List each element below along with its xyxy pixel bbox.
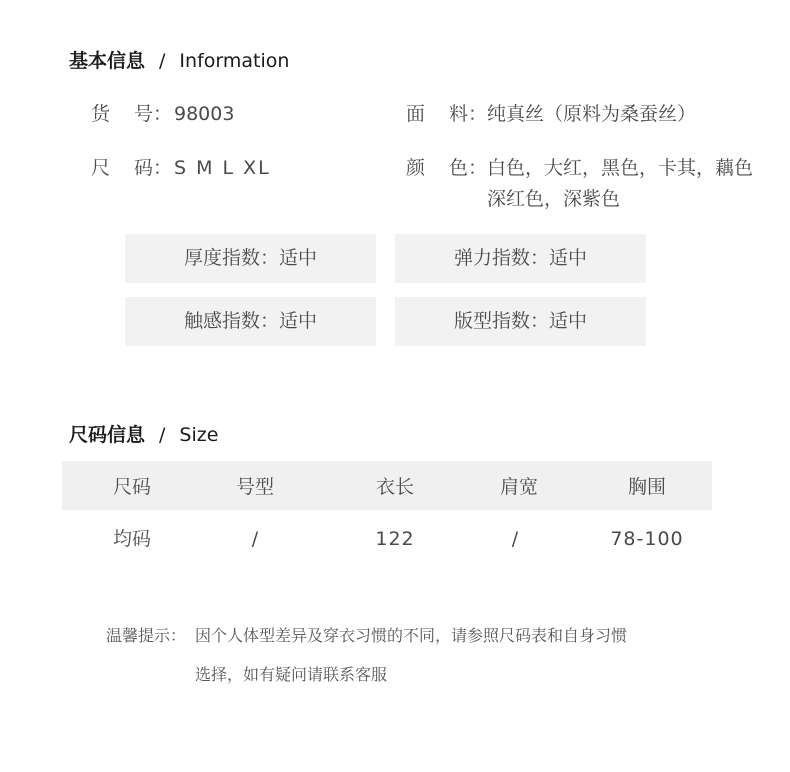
fabric-row: [406, 99, 696, 130]
fabric-value: 纯真丝（原料为桑蚕丝）: [487, 103, 697, 125]
size-label-char1: 尺: [91, 157, 111, 179]
header-length: 衣长: [375, 476, 414, 498]
item-number-row: [91, 99, 234, 130]
color-value: [487, 153, 753, 215]
fabric-label: [406, 99, 486, 130]
color-label: [406, 153, 486, 184]
item-number-label-char1: 货: [91, 103, 111, 125]
color-label-char2: 色：: [449, 157, 488, 179]
size-label: [91, 153, 171, 184]
color-label-char1: 颜: [406, 157, 426, 179]
header-bust: 胸围: [627, 476, 666, 498]
item-number-label-char2: 号：: [134, 103, 173, 125]
cell-length: 122: [375, 528, 415, 550]
thickness-index-box: 厚度指数：适中: [125, 234, 376, 283]
table-row: [62, 510, 712, 568]
size-info-title-zh: 尺码信息: [69, 424, 146, 446]
color-row: [406, 153, 753, 215]
tip-line1: 因个人体型差异及穿衣习惯的不同，请参照尺码表和自身习惯: [195, 626, 628, 645]
title-separator: /: [159, 50, 166, 72]
size-table-header: [62, 461, 712, 510]
title-separator: /: [159, 424, 166, 446]
cell-model: /: [251, 528, 259, 550]
item-number-label: [91, 99, 171, 130]
touch-index-box: 触感指数：适中: [125, 297, 376, 346]
color-value-line2: 深红色，深紫色: [487, 188, 621, 210]
cell-size: 均码: [112, 528, 151, 550]
size-table: [62, 461, 712, 568]
fabric-label-char1: 面: [406, 103, 426, 125]
color-value-line1: 白色，大红，黑色，卡其，藕色: [487, 157, 754, 179]
basic-info-title-en: Information: [179, 50, 290, 72]
elasticity-index-box: 弹力指数：适中: [395, 234, 646, 283]
tip-line2: 选择，如有疑问请联系客服: [195, 665, 388, 684]
size-label-char2: 码：: [134, 157, 173, 179]
size-info-title: [69, 420, 218, 447]
cell-bust: 78-100: [610, 528, 684, 550]
cell-shoulder: /: [511, 528, 519, 550]
item-number-value: 98003: [174, 103, 235, 125]
size-row: [91, 153, 271, 184]
tip-label: 温馨提示：: [106, 626, 187, 645]
header-size: 尺码: [112, 476, 151, 498]
size-info-title-en: Size: [179, 424, 219, 446]
basic-info-title: [69, 46, 289, 73]
fit-index-box: 版型指数：适中: [395, 297, 646, 346]
header-model: 号型: [235, 476, 274, 498]
header-shoulder: 肩宽: [499, 476, 538, 498]
fabric-label-char2: 料：: [449, 103, 488, 125]
basic-info-title-zh: 基本信息: [69, 50, 146, 72]
size-value: S M L XL: [174, 157, 271, 179]
